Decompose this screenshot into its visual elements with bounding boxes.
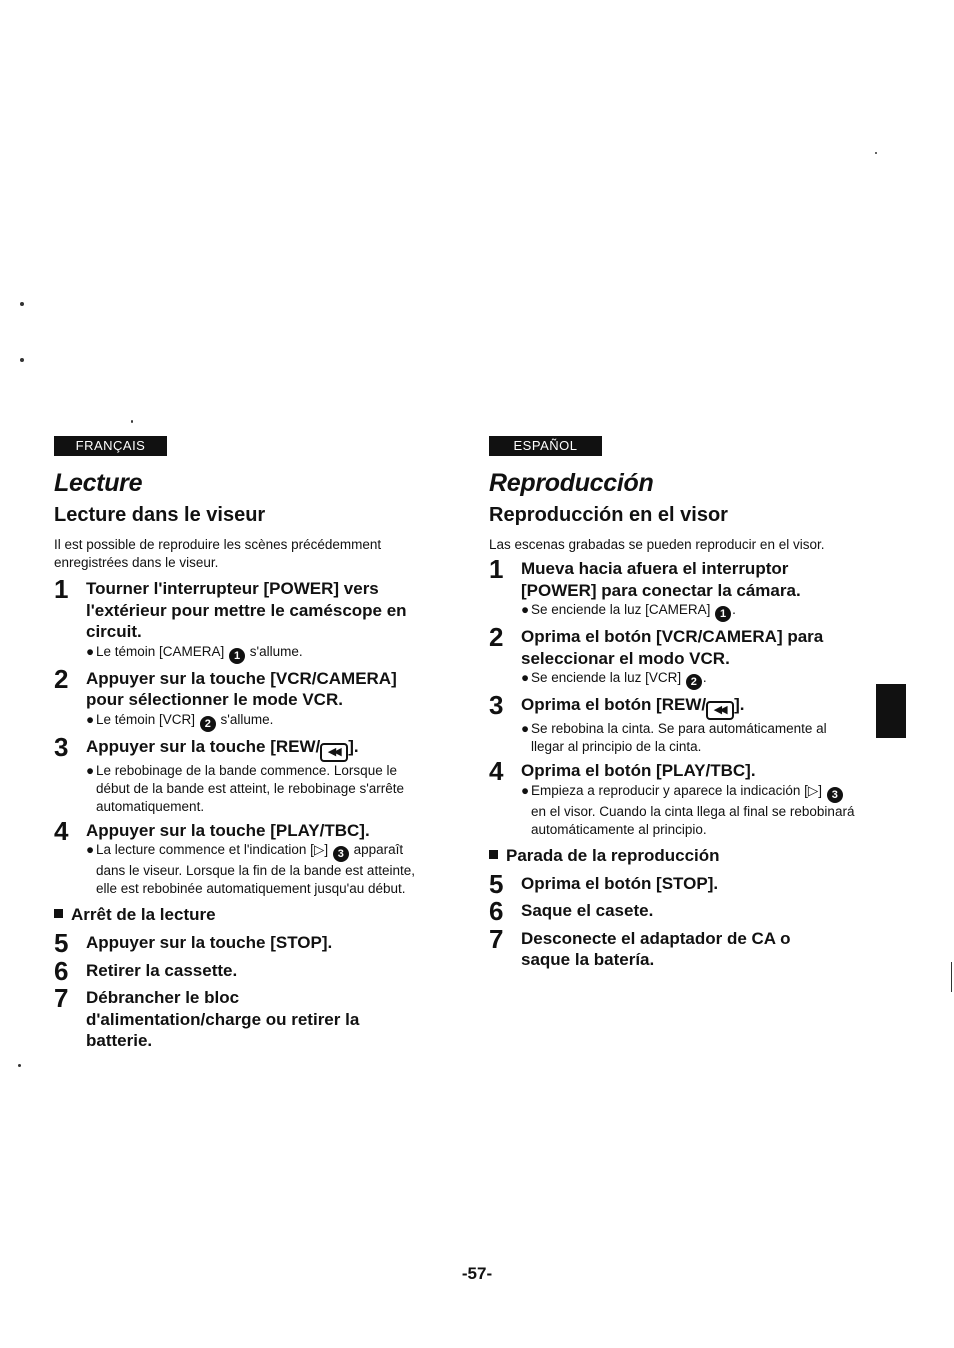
step-6 [54,955,434,986]
step-number: 1 [489,554,504,584]
step-instruction: Appuyer sur la touche [REW/ ◀◀ ]. [86,736,434,762]
step-instruction: Oprima el botón [STOP]. [521,873,719,893]
step-1 [489,554,861,622]
square-bullet-icon [54,909,63,918]
scan-speck [20,302,24,306]
section-title: Reproducción [489,469,654,497]
step-number: 6 [489,896,504,926]
step-instruction: Débrancher le bloc d'alimentation/charge ou retirer la batterie. [86,988,360,1050]
step-3 [54,731,434,816]
step-note: ● Le témoin [VCR] 2 s'allume. [86,711,274,730]
intro-text: Las escenas grabadas se pueden reproducir en el visor. [489,537,825,552]
step-note: ● Se enciende la luz [CAMERA] 1 . [521,602,736,620]
step-note: ● Le témoin [CAMERA] 1 s'allume. [86,643,303,662]
step-number: 1 [54,574,69,604]
step-note: ● Empieza a reproducir y aparece la indicación [▷] 3 en el visor. Cuando la cinta llega al final se rebobinará automáticamente al principio. [521,782,855,837]
step-4 [54,815,434,899]
step-instruction: Oprima el botón [REW/ ◀◀ ]. [521,694,861,720]
step-6 [489,896,861,926]
step-1 [54,574,434,664]
step-number: 2 [489,622,504,652]
step-note: ● Se rebobina la cinta. Se para automáticamente al llegar al principio de la cinta. [521,721,827,754]
step-instruction: Saque el casete. [521,901,654,920]
step-number: 4 [54,815,69,846]
step-number: 4 [489,756,504,786]
scan-speck [131,420,133,423]
section-title: Lecture [54,469,143,497]
step-number: 3 [54,731,69,762]
step-note: ● Le rebobinage de la bande commence. Lorsque le début de la bande est atteint, le rebobinage s'arrête automatiquement. [86,762,405,814]
step-5 [489,868,861,899]
step-number: 6 [54,955,69,986]
callout-1-icon: 1 [715,606,731,622]
step-number: 7 [489,923,504,954]
step-number: 5 [54,928,69,958]
page-number: -57- [461,1264,493,1283]
step-number: 5 [489,868,504,899]
step-instruction: Desconecte el adaptador de CA o saque la batería. [521,928,791,969]
step-number: 3 [489,690,504,720]
language-badge-french: FRANÇAIS [54,436,167,456]
step-instruction: Appuyer sur la touche [VCR/CAMERA] pour sélectionner le mode VCR. [86,668,397,709]
callout-1-icon: 1 [229,648,245,664]
scan-speck [875,152,877,154]
step-instruction: Appuyer sur la touche [PLAY/TBC]. [86,820,370,840]
step-2 [489,622,861,690]
stop-heading: Arrêt de la lecture [54,904,434,926]
intro-text: Il est possible de reproduire les scènes précédemment enregistrées dans le viseur. [54,537,382,570]
callout-2-icon: 2 [200,716,216,732]
step-note: ● Se enciende la luz [VCR] 2 . [521,670,707,688]
step-7 [489,923,861,971]
section-tab-marker [876,684,906,738]
step-3 [489,690,861,756]
step-5 [54,928,434,958]
step-note: ● La lecture commence et l'indication [▷] 3 apparaît dans le viseur. Lorsque la fin de la bande est atteinte, elle est rebobinée automatiquement jusqu'au début. [86,842,415,896]
step-number: 2 [54,663,69,694]
scan-speck [18,1064,21,1067]
language-badge-spanish: ESPAÑOL [489,436,602,456]
rewind-icon: ◀◀ [320,743,348,762]
step-instruction: Oprima el botón [VCR/CAMERA] para seleccionar el modo VCR. [521,627,824,668]
callout-2-icon: 2 [686,674,702,690]
section-subtitle: Lecture dans le viseur [54,504,266,526]
step-number: 7 [54,983,69,1013]
scan-speck [20,358,24,362]
square-bullet-icon [489,850,498,859]
spanish-column [489,436,861,971]
scan-speck [951,962,952,992]
step-2 [54,663,434,732]
step-instruction: Appuyer sur la touche [STOP]. [86,933,333,952]
step-instruction: Mueva hacia afuera el interruptor [POWER] para conectar la cámara. [521,559,801,600]
step-instruction: Tourner l'interrupteur [POWER] vers l'extérieur pour mettre le caméscope en circuit. [86,579,407,641]
callout-3-icon: 3 [333,846,349,862]
step-7 [54,983,434,1052]
section-subtitle: Reproducción en el visor [489,504,728,526]
rewind-icon: ◀◀ [706,701,734,720]
stop-heading: Parada de la reproducción [489,845,861,867]
step-4 [489,756,861,839]
callout-3-icon: 3 [827,787,843,803]
step-instruction: Oprima el botón [PLAY/TBC]. [521,761,756,780]
french-column [54,436,434,1052]
step-instruction: Retirer la cassette. [86,960,238,980]
